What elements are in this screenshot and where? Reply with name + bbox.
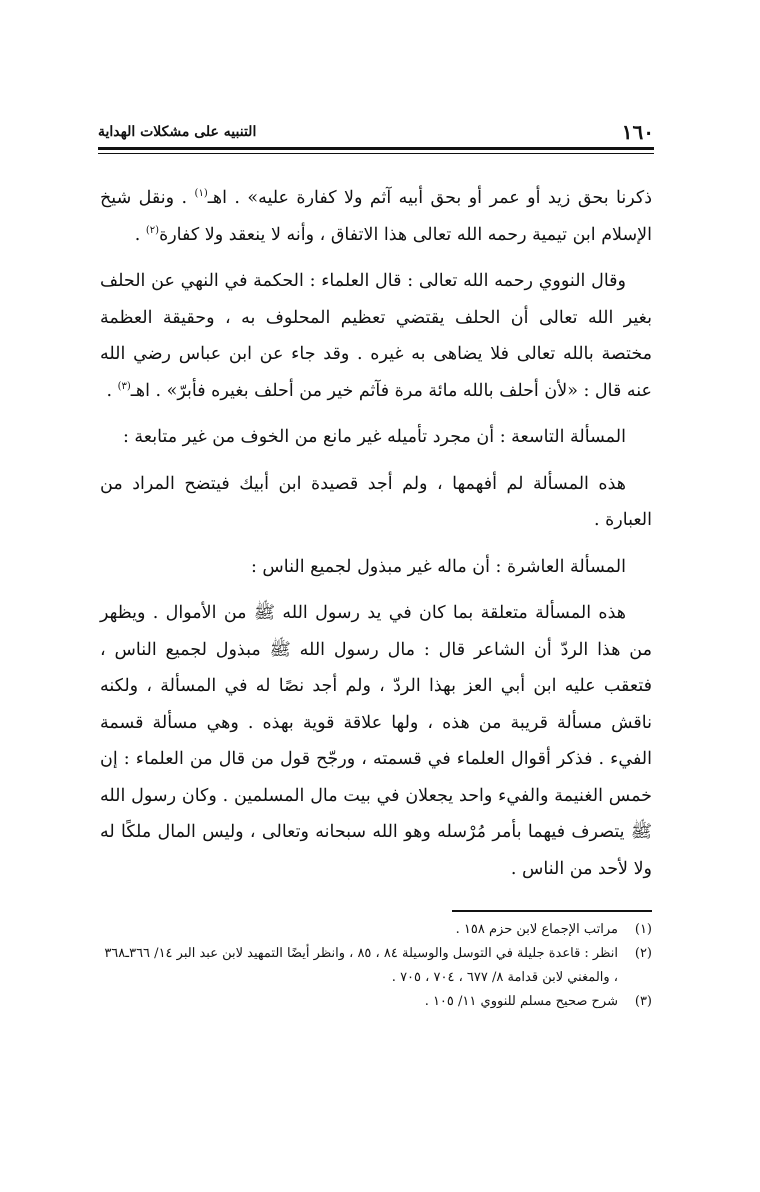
paragraph-4: هذه المسألة متعلقة بما كان في يد رسول الله ﷺ من الأموال . ويظهر من هذا الردّ أن الشاعر قال : مال رسول الله ﷺ مبذول لجميع الناس ، فتعقب عليه ابن أبي العز بهذا الردّ ، ولم أجد نصًا له في المسألة ، ولكنه ناقش مسألة قريبة من هذه ، ولها علاقة قوية بهذه . وهي مسألة قسمة الفيء . فذكر أقوال العلماء في قسمته ، ورجّح قول من قال من العلماء : إن خمس الغنيمة والفيء واحد يجعلان في بيت مال المسلمين . وكان رسول الله ﷺ يتصرف فيهما بأمر مُرْسله وهو الله سبحانه وتعالى ، وليس المال ملكًا له ولا لأحد من الناس . [100, 603, 652, 879]
footnote-number: (٣) [634, 994, 652, 1009]
page-header [98, 120, 654, 144]
main-text [100, 180, 652, 897]
footnote-text: مراتب الإجماع لابن حزم ١٥٨ . [455, 922, 618, 937]
paragraph-1-text-a: ذكرنا بحق زيد أو عمر أو بحق أبيه آثم ولا كفارة عليه» . اهـ [207, 188, 652, 208]
paragraph-2-end: . [106, 380, 118, 401]
paragraph-2 [100, 263, 652, 409]
paragraph-1-text-b: . ونقل شيخ الإسلام ابن تيمية رحمه الله تعالى هذا الاتفاق ، وأنه لا ينعقد ولا كفارة [100, 188, 652, 245]
footnote-ref-1: (١) [194, 188, 208, 200]
paragraph-2-text: وقال النووي رحمه الله تعالى : قال العلماء : الحكمة في النهي عن الحلف بغير الله تعالى أن الحلف يقتضي تعظيم المحلوف به ، وحقيقة العظمة مختصة بالله تعالى فلا يضاهى به غيره . وقد جاء عن ابن عباس رضي الله عنه قال : «لأن أحلف بالله مائة مرة فآثم خير من أحلف بغيره فأبرّ» . اهـ [100, 271, 652, 401]
paragraph-1-end: . [134, 224, 146, 245]
footnote-1 [100, 918, 652, 942]
header-rule-thin [98, 153, 654, 154]
footnotes [100, 918, 652, 1014]
header-rule-thick [98, 147, 654, 150]
paragraph-3: هذه المسألة لم أفهمها ، ولم أجد قصيدة ابن أبيك فيتضح المراد من العبارة . [100, 473, 652, 530]
section-heading-10: المسألة العاشرة : أن ماله غير مبذول لجميع الناس : [250, 556, 626, 577]
page-number: ١٦٠ [621, 120, 654, 144]
footnote-ref-3: (٣) [117, 380, 131, 392]
footnote-ref-2: (٢) [145, 224, 160, 236]
footnote-separator [452, 910, 652, 912]
footnote-3 [100, 990, 652, 1014]
footnote-2 [100, 942, 652, 990]
footnote-number: (٢) [634, 946, 652, 961]
footnote-text: شرح صحيح مسلم للنووي ١١/ ١٠٥ . [424, 994, 618, 1009]
paragraph-1 [100, 180, 652, 253]
footnote-number: (١) [634, 922, 652, 937]
section-heading-9: المسألة التاسعة : أن مجرد تأميله غير مانع من الخوف من غير متابعة : [122, 427, 626, 447]
running-title: التنبيه على مشكلات الهداية [98, 124, 257, 140]
footnote-text: انظر : قاعدة جليلة في التوسل والوسيلة ٨٤ ، ٨٥ ، وانظر أيضًا التمهيد لابن عبد البر ١٤/ ٣٦٦ـ٣٦٨ ، والمغني لابن قدامة ٨/ ٦٧٧ ، ٧٠٤ ، ٧٠٥ . [104, 946, 618, 985]
